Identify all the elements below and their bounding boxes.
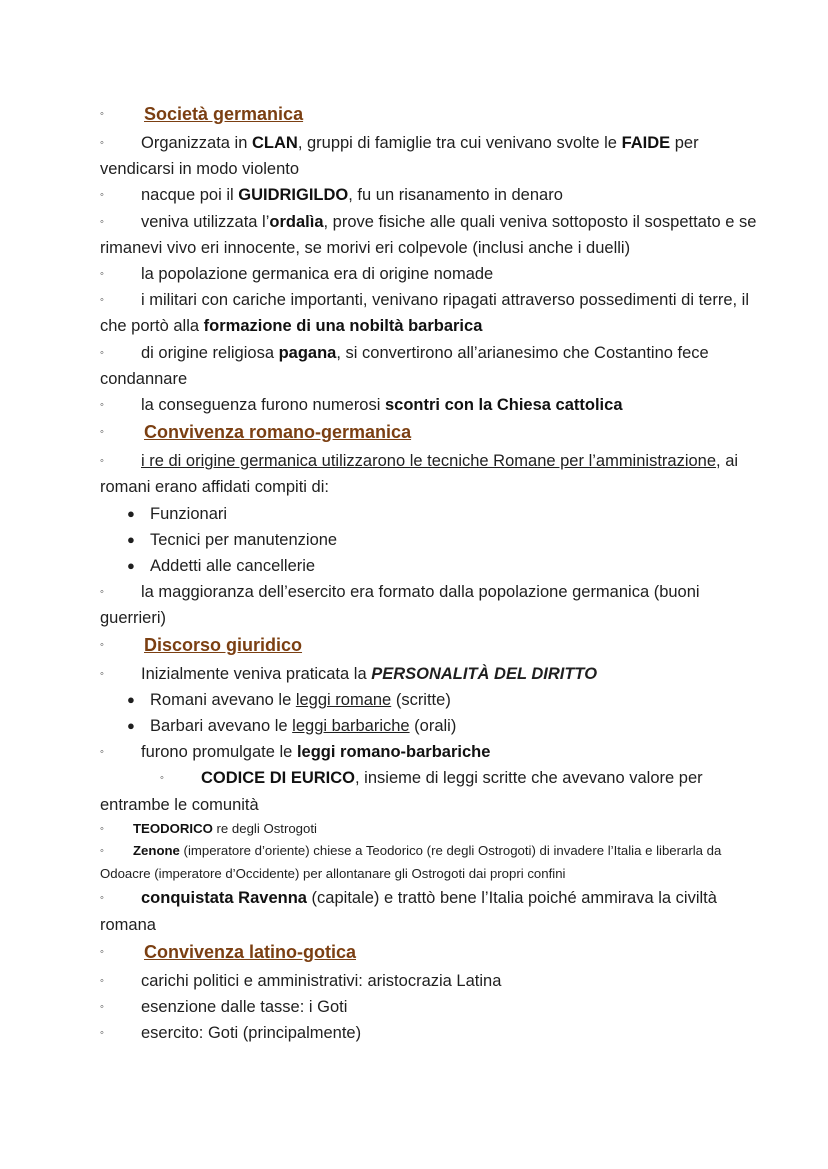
hollow-bullet-icon: ◦ [100,1027,104,1040]
list-item: ◦ Inizialmente veniva praticata la PERSONALITÀ DEL DIRITTO [100,661,760,687]
hollow-bullet-icon: ◦ [100,892,104,905]
hollow-bullet-icon: ◦ [100,346,104,359]
hollow-bullet-icon: ◦ [100,426,104,439]
hollow-bullet-icon: ◦ [100,137,104,149]
sub-list-item: ● Addetti alle cancellerie [100,553,760,579]
list-item: ◦ carichi politici e amministrativi: aristocrazia Latina [100,968,760,994]
list-item: ◦ esercito: Goti (principalmente) [100,1020,760,1046]
list-item: ◦ di origine religiosa pagana, si convertirono all’arianesimo che Costantino fece condannare [100,340,760,392]
hollow-bullet-icon: ◦ [100,974,104,987]
hollow-bullet-icon: ◦ [100,455,104,468]
list-item: ◦ esenzione dalle tasse: i Goti [100,994,760,1020]
solid-bullet-icon: ● [127,557,135,573]
solid-bullet-icon: ● [127,531,135,547]
list-item: ◦ veniva utilizzata l’ordalìa, prove fisiche alle quali veniva sottoposto il sospettato e se rimanevi vivo eri innocente, se morivi eri colpevole (inclusi anche i duelli) [100,209,760,261]
list-item: ◦ la maggioranza dell’esercito era formato dalla popolazione germanica (buoni guerrieri) [100,579,760,631]
heading-discorso-giuridico: Discorso giuridico [144,635,303,656]
heading-societa-germanica: Società germanica [144,104,304,124]
section-heading [100,938,760,968]
list-item: ◦ nacque poi il GUIDRIGILDO, fu un risanamento in denaro [100,182,760,208]
sub-list-item: ● Funzionari [100,501,760,527]
hollow-bullet-icon: ◦ [100,845,104,858]
heading-convivenza-romano-germanica: Convivenza romano-germanica [144,422,412,443]
hollow-bullet-icon: ◦ [100,945,104,958]
sub-list-item: ● Romani avevano le leggi romane (scritte) [100,687,760,713]
hollow-bullet-icon: ◦ [100,189,104,202]
solid-bullet-icon: ● [127,692,135,708]
list-item: ◦ la conseguenza furono numerosi scontri con la Chiesa cattolica [100,392,760,418]
list-item: ◦ Zenone (imperatore d’oriente) chiese a Teodorico (re degli Ostrogoti) di invadere l’Italia e liberarla da Odoacre (imperatore d’Occidente) per allontanare gli Ostrogoti dai propri confini [100,840,760,885]
section-heading [100,418,760,448]
hollow-bullet-icon: ◦ [100,668,104,681]
heading-convivenza-latino-gotica: Convivenza latino-gotica [144,941,357,962]
hollow-bullet-icon: ◦ [100,215,104,228]
solid-bullet-icon: ● [127,718,135,734]
sub-list-item: ● Tecnici per manutenzione [100,527,760,553]
list-item: ◦ i re di origine germanica utilizzarono le tecniche Romane per l’amministrazione, ai romani erano affidati compiti di: [100,448,760,500]
hollow-bullet-icon: ◦ [100,399,104,412]
section-heading [100,100,760,130]
nested-list-item: ◦ CODICE DI EURICO, insieme di leggi scritte che avevano valore per entrambe le comunità [100,765,760,817]
list-item: ◦ i militari con cariche importanti, venivano ripagati attraverso possedimenti di terre, il che portò alla formazione di una nobiltà barbarica [100,287,760,339]
hollow-bullet-icon: ◦ [160,772,164,785]
list-item: ◦ conquistata Ravenna (capitale) e trattò bene l’Italia poiché ammirava la civiltà romana [100,885,760,937]
solid-bullet-icon: ● [127,505,135,521]
hollow-bullet-icon: ◦ [100,294,104,307]
hollow-bullet-icon: ◦ [100,1000,104,1013]
sub-list-item: ● Barbari avevano le leggi barbariche (orali) [100,713,760,739]
hollow-bullet-icon: ◦ [100,822,104,835]
list-item: ◦ furono promulgate le leggi romano-barbariche [100,739,760,765]
hollow-bullet-icon: ◦ [100,268,104,281]
section-heading [100,631,760,661]
list-item: ◦ la popolazione germanica era di origine nomade [100,261,760,287]
hollow-bullet-icon: ◦ [100,585,104,598]
hollow-bullet-icon: ◦ [100,639,104,652]
hollow-bullet-icon: ◦ [100,108,104,120]
hollow-bullet-icon: ◦ [100,746,104,759]
list-item: ◦ TEODORICO re degli Ostrogoti [100,818,760,841]
list-item: ◦ Organizzata in CLAN, gruppi di famiglie tra cui venivano svolte le FAIDE per vendicarsi in modo violento [100,130,760,182]
